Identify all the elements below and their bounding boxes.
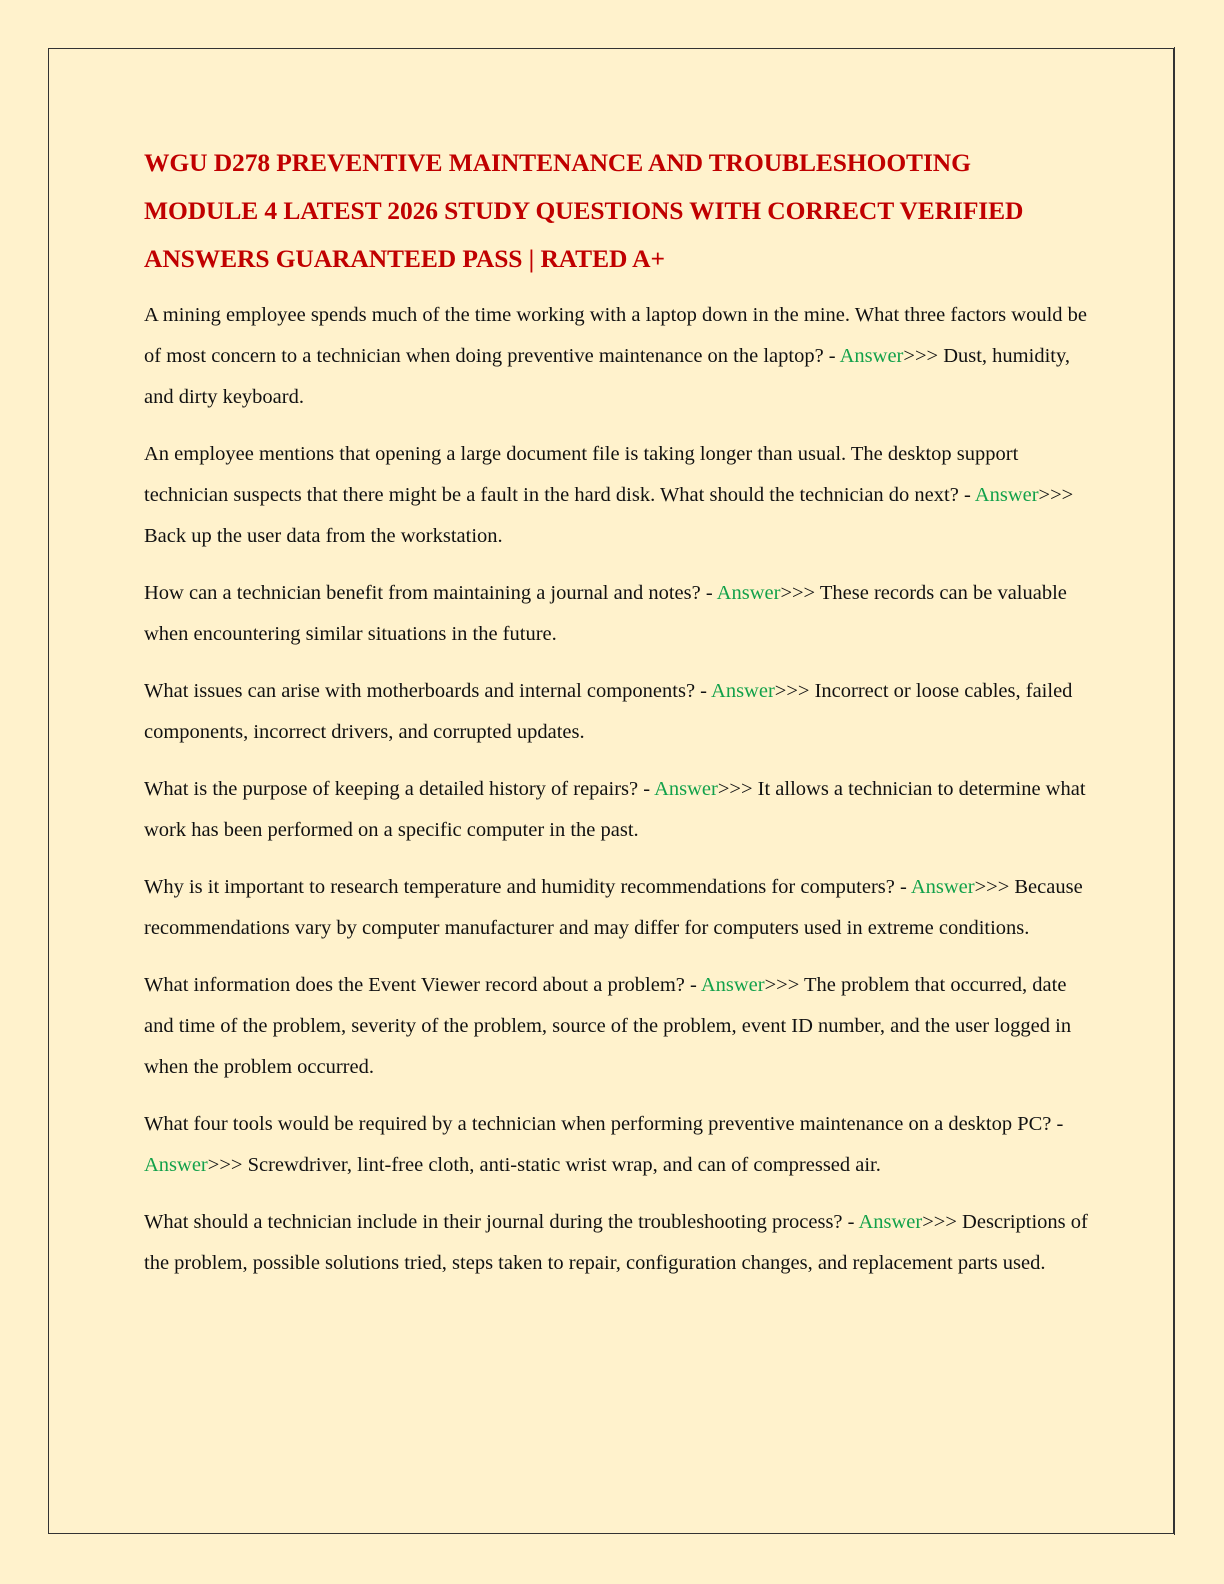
qa-item: [144, 671, 1088, 753]
question-text: How can a technician benefit from maintaining a journal and notes? -: [144, 582, 717, 604]
qa-item: [144, 573, 1088, 655]
question-text: What issues can arise with motherboards and internal components? -: [144, 680, 712, 702]
question-text: What information does the Event Viewer record about a problem? -: [144, 974, 701, 996]
answer-text: >>> Because recommendations vary by computer manufacturer and may differ for computers used in extreme conditions.: [144, 876, 1083, 939]
qa-item: [144, 867, 1088, 949]
qa-item: [144, 769, 1088, 851]
answer-label: Answer: [654, 778, 718, 800]
qa-item: [144, 1104, 1088, 1186]
answer-text: >>> It allows a technician to determine what work has been performed on a specific computer in the past.: [144, 778, 1086, 841]
answer-text: >>> Descriptions of the problem, possible solutions tried, steps taken to repair, configuration changes, and replacement parts used.: [144, 1211, 1088, 1274]
qa-item: [144, 434, 1088, 557]
question-text: What is the purpose of keeping a detailed history of repairs? -: [144, 778, 655, 800]
qa-item: [144, 295, 1088, 418]
document-title: WGU D278 PREVENTIVE MAINTENANCE AND TROUBLESHOOTING MODULE 4 LATEST 2026 STUDY QUESTIONS WITH CORRECT VERIFIED ANSWERS GUARANTEED PASS | RATED A+: [144, 148, 1024, 273]
answer-text: >>> Dust, humidity, and dirty keyboard.: [144, 345, 1071, 408]
answer-text: >>> Screwdriver, lint-free cloth, anti-static wrist wrap, and can of compressed air.: [207, 1154, 881, 1176]
answer-label: Answer: [716, 582, 781, 604]
answer-text: >>> Back up the user data from the workstation.: [144, 484, 1074, 547]
answer-label: Answer: [974, 484, 1039, 506]
answer-label: Answer: [700, 974, 765, 996]
answer-text: >>> The problem that occurred, date and time of the problem, severity of the problem, source of the problem, event ID number, and the user logged in when the problem occurred.: [144, 974, 1072, 1078]
qa-item: [144, 965, 1088, 1088]
document-body: [144, 139, 1088, 1300]
answer-label: Answer: [711, 680, 775, 702]
answer-text: >>> These records can be valuable when encountering similar situations in the future.: [144, 582, 1067, 645]
question-text: Why is it important to research temperature and humidity recommendations for computers? -: [144, 876, 911, 898]
question-text: A mining employee spends much of the time working with a laptop down in the mine. What three factors would be of most concern to a technician when doing preventive maintenance on the laptop? -: [144, 304, 1087, 367]
qa-item: [144, 1202, 1088, 1284]
question-text: What four tools would be required by a technician when performing preventive maintenance on a desktop PC? -: [144, 1113, 1064, 1135]
answer-label: Answer: [910, 876, 975, 898]
answer-text: >>> Incorrect or loose cables, failed components, incorrect drivers, and corrupted updates.: [144, 680, 1073, 743]
question-text: An employee mentions that opening a large document file is taking longer than usual. The desktop support technician suspects that there might be a fault in the hard disk. What should the technician do next? -: [144, 443, 1019, 506]
answer-label: Answer: [144, 1154, 208, 1176]
page-border-right-edge: [1174, 47, 1175, 1535]
question-text: What should a technician include in their journal during the troubleshooting process? -: [144, 1211, 859, 1233]
answer-label: Answer: [858, 1211, 923, 1233]
answer-label: Answer: [839, 345, 904, 367]
